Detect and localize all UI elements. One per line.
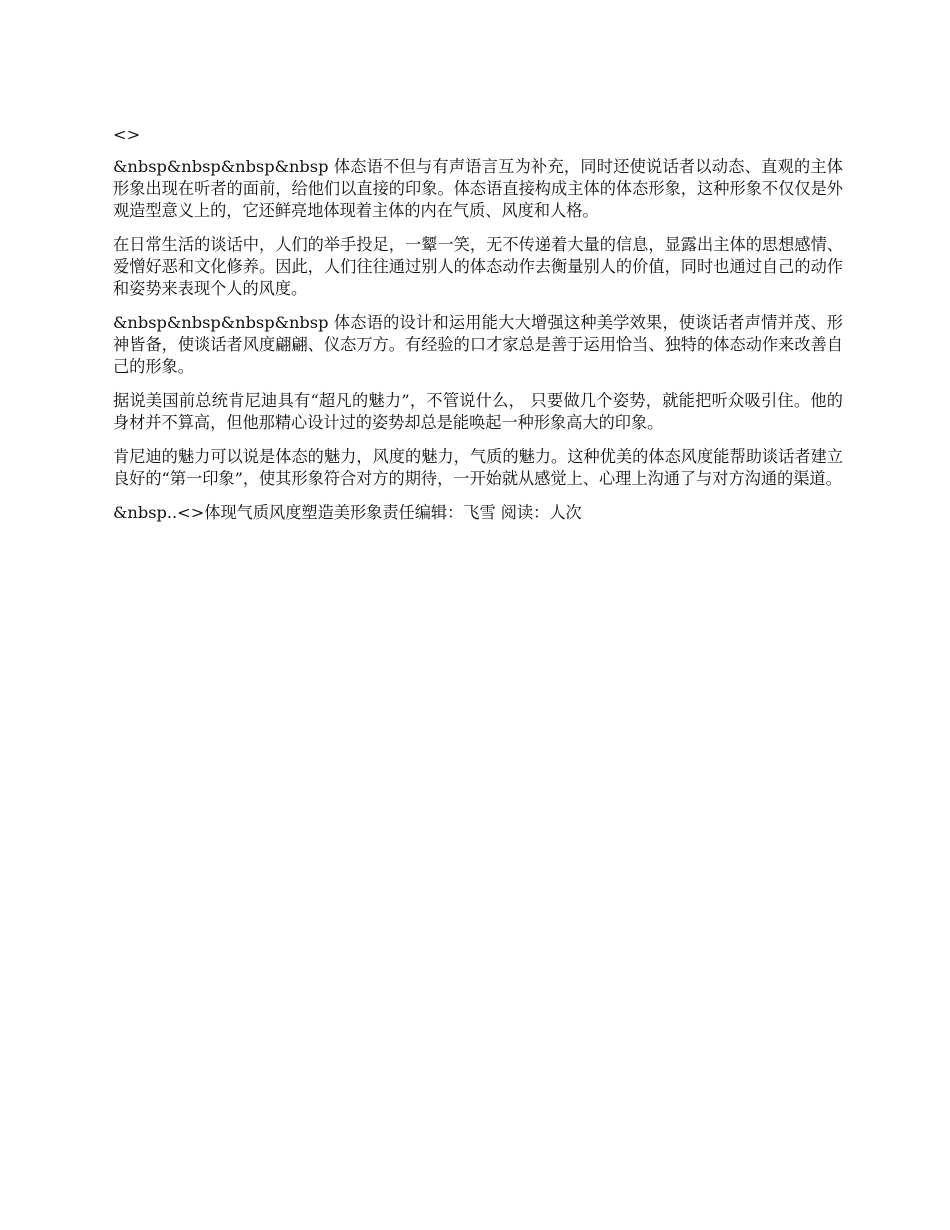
footer-line: &nbsp..<>体现气质风度塑造美形象责任编辑：飞雪 阅读：人次: [113, 503, 582, 522]
paragraph-1: &nbsp&nbsp&nbsp&nbsp 体态语不但与有声语言互为补充，同时还使说话者以动态、直观的主体形象出现在听者的面前，给他们以直接的印象。体态语直接构成主体的体态形象，这种形象不仅仅是外观造型意义上的，它还鲜亮地体现着主体的内在气质、风度和人格。: [113, 157, 843, 220]
article-body: [113, 124, 843, 536]
paragraph-4: 据说美国前总统肯尼迪具有“超凡的魅力”，不管说什么， 只要做几个姿势，就能把听众吸引住。他的身材并不算高，但他那精心设计过的姿势却总是能唤起一种形象高大的印象。: [113, 391, 843, 432]
paragraph-3: &nbsp&nbsp&nbsp&nbsp 体态语的设计和运用能大大增强这种美学效果，使谈话者声情并茂、形神皆备，使谈话者风度翩翩、仪态万方。有经验的口才家总是善于运用恰当、独特的体态动作来改善自己的形象。: [113, 313, 843, 376]
paragraph-5: 肯尼迪的魅力可以说是体态的魅力，风度的魅力，气质的魅力。这种优美的体态风度能帮助谈话者建立良好的“第一印象”，使其形象符合对方的期待，一开始就从感觉上、心理上沟通了与对方沟通的渠道。: [113, 447, 843, 488]
paragraph-2: 在日常生活的谈话中，人们的举手投足，一颦一笑，无不传递着大量的信息，显露出主体的思想感情、爱憎好恶和文化修养。因此，人们往往通过别人的体态动作去衡量别人的价值，同时也通过自己的动作和姿势来表现个人的风度。: [113, 235, 843, 298]
header-marker: <>: [113, 125, 141, 144]
